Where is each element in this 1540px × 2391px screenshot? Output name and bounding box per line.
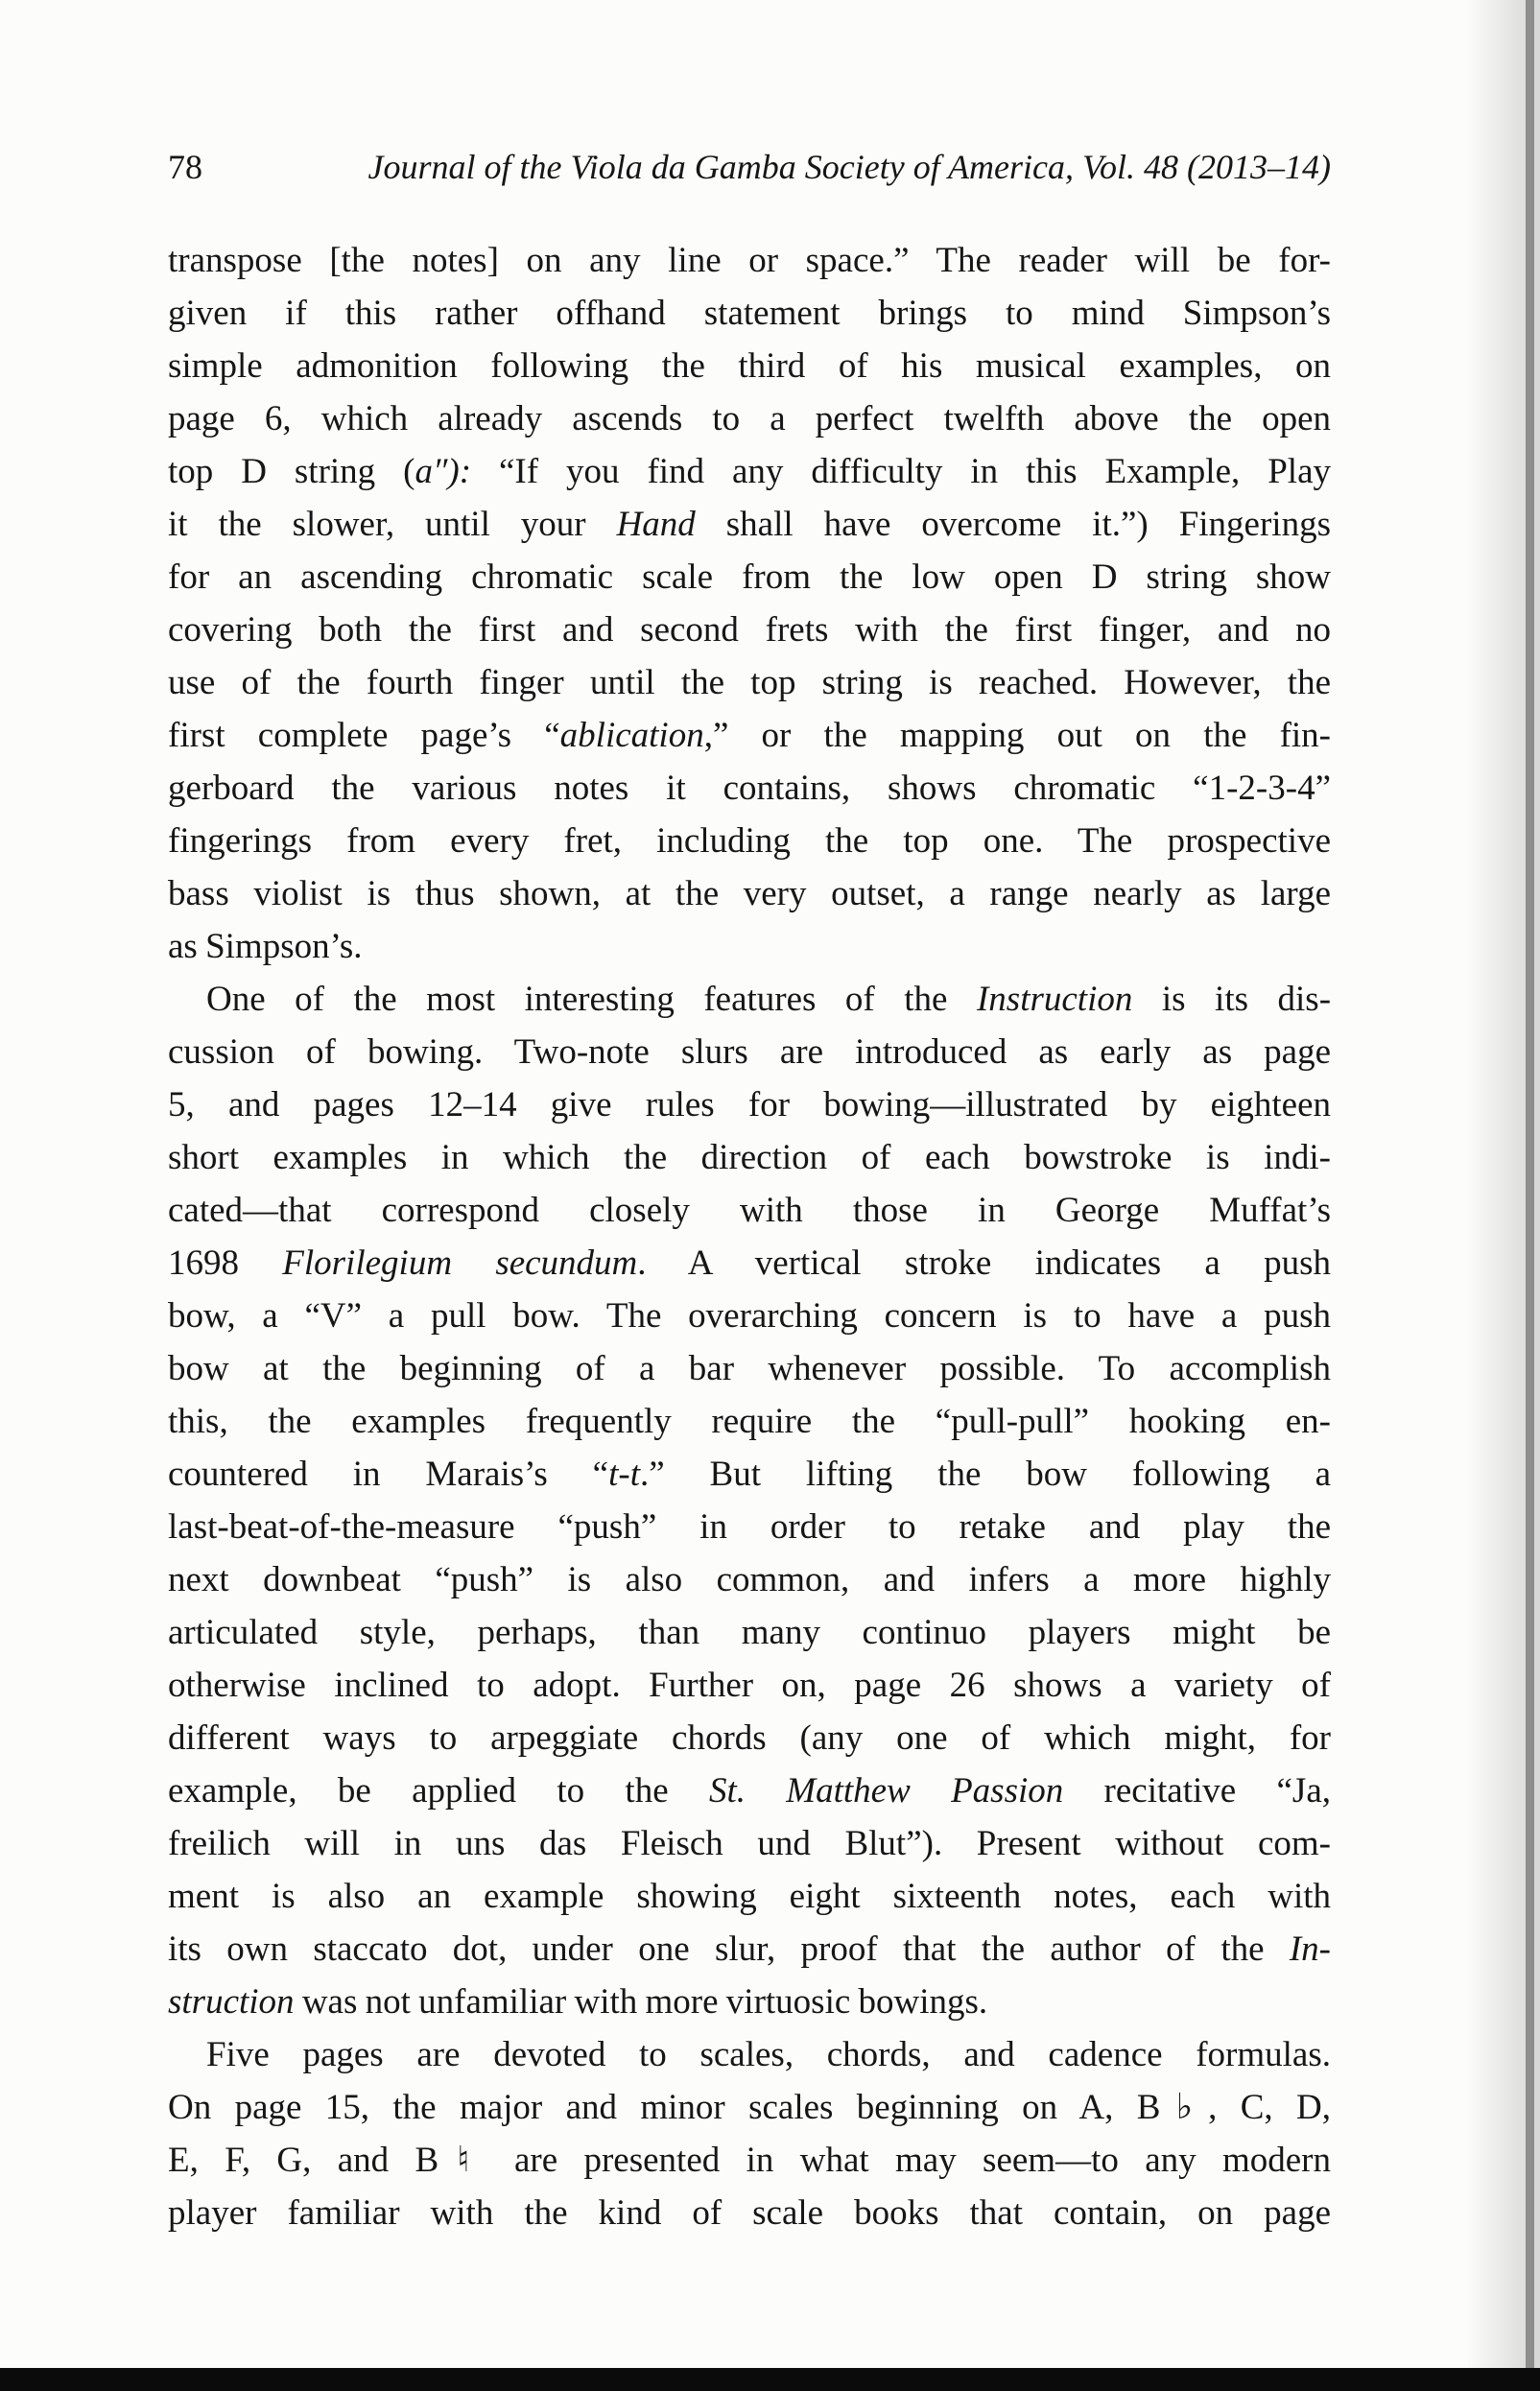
running-title: Journal of the Viola da Gamba Society of America, Vol. 48 (2013–14) bbox=[367, 148, 1331, 186]
scan-outer-margin bbox=[1534, 0, 1540, 2391]
text-line: fingerings from every fret, including the top one. The prospective bbox=[168, 821, 1331, 861]
text-line: short examples in which the direction of each bowstroke is indi- bbox=[168, 1138, 1331, 1177]
text-line: Five pages are devoted to scales, chords, and cadence formulas. bbox=[206, 2035, 1331, 2074]
text-line: next downbeat “push” is also common, and infers a more highly bbox=[168, 1560, 1331, 1599]
text-line: transpose [the notes] on any line or space.” The reader will be for- bbox=[168, 241, 1331, 280]
running-head bbox=[168, 146, 1331, 188]
text-line: bow at the beginning of a bar whenever possible. To accomplish bbox=[168, 1349, 1331, 1388]
text-line: covering both the first and second frets with the first finger, and no bbox=[168, 610, 1331, 650]
text-line: On page 15, the major and minor scales beginning on A, B♭, C, D, bbox=[168, 2088, 1331, 2127]
text-line: otherwise inclined to adopt. Further on, page 26 shows a variety of bbox=[168, 1666, 1331, 1705]
text-line: example, be applied to the St. Matthew Passion recitative “Ja, bbox=[168, 1771, 1331, 1811]
text-line: E, F, G, and B♮ are presented in what may seem—to any modern bbox=[168, 2141, 1331, 2180]
text-line: countered in Marais’s “t-t.” But lifting the bow following a bbox=[168, 1455, 1332, 1494]
text-line: page 6, which already ascends to a perfect twelfth above the open bbox=[168, 399, 1331, 438]
text-line: last-beat-of-the-measure “push” in order to retake and play the bbox=[168, 1507, 1331, 1547]
scan-bottom-bar bbox=[0, 2368, 1540, 2391]
text-line: for an ascending chromatic scale from the low open D string show bbox=[168, 557, 1331, 597]
text-line: gerboard the various notes it contains, shows chromatic “1-2-3-4” bbox=[168, 769, 1331, 808]
text-line: 5, and pages 12–14 give rules for bowing—illustrated by eighteen bbox=[168, 1085, 1331, 1124]
text-line: simple admonition following the third of his musical examples, on bbox=[168, 346, 1331, 386]
text-line: bow, a “V” a pull bow. The overarching concern is to have a push bbox=[168, 1296, 1331, 1336]
text-line: its own staccato dot, under one slur, proof that the author of the In- bbox=[168, 1929, 1331, 1969]
page-number: 78 bbox=[168, 148, 202, 186]
text-line: this, the examples frequently require the “pull-pull” hooking en- bbox=[168, 1402, 1331, 1441]
text-line: it the slower, until your Hand shall have overcome it.”) Fingerings bbox=[168, 505, 1331, 544]
text-line: use of the fourth finger until the top string is reached. However, the bbox=[168, 663, 1331, 702]
text-line: articulated style, perhaps, than many continuo players might be bbox=[168, 1613, 1331, 1652]
text-line: player familiar with the kind of scale books that contain, on page bbox=[168, 2193, 1331, 2233]
text-line: different ways to arpeggiate chords (any one of which might, for bbox=[168, 1718, 1331, 1758]
text-line: top D string (a″): “If you find any difficulty in this Example, Play bbox=[168, 452, 1331, 491]
text-line: ment is also an example showing eight sixteenth notes, each with bbox=[168, 1877, 1331, 1916]
page-body bbox=[168, 234, 1331, 2239]
scan-page-edge-line bbox=[1526, 0, 1534, 2391]
text-line: bass violist is thus shown, at the very outset, a range nearly as large bbox=[168, 874, 1331, 913]
text-line: cated—that correspond closely with those in George Muffat’s bbox=[168, 1191, 1331, 1230]
text-line: as Simpson’s. bbox=[168, 927, 363, 966]
text-line: cussion of bowing. Two-note slurs are introduced as early as page bbox=[168, 1032, 1331, 1072]
text-line: given if this rather offhand statement brings to mind Simpson’s bbox=[168, 294, 1331, 333]
text-line: freilich will in uns das Fleisch und Blut”). Present without com- bbox=[168, 1824, 1331, 1863]
text-line: first complete page’s “ablication,” or the mapping out on the fin- bbox=[168, 716, 1331, 755]
text-line: 1698 Florilegium secundum. A vertical stroke indicates a push bbox=[168, 1243, 1331, 1283]
text-line: One of the most interesting features of the Instruction is its dis- bbox=[206, 980, 1332, 1019]
scan-page-edge-shadow bbox=[1466, 0, 1526, 2391]
text-line: struction was not unfamiliar with more virtuosic bowings. bbox=[168, 1982, 988, 2022]
